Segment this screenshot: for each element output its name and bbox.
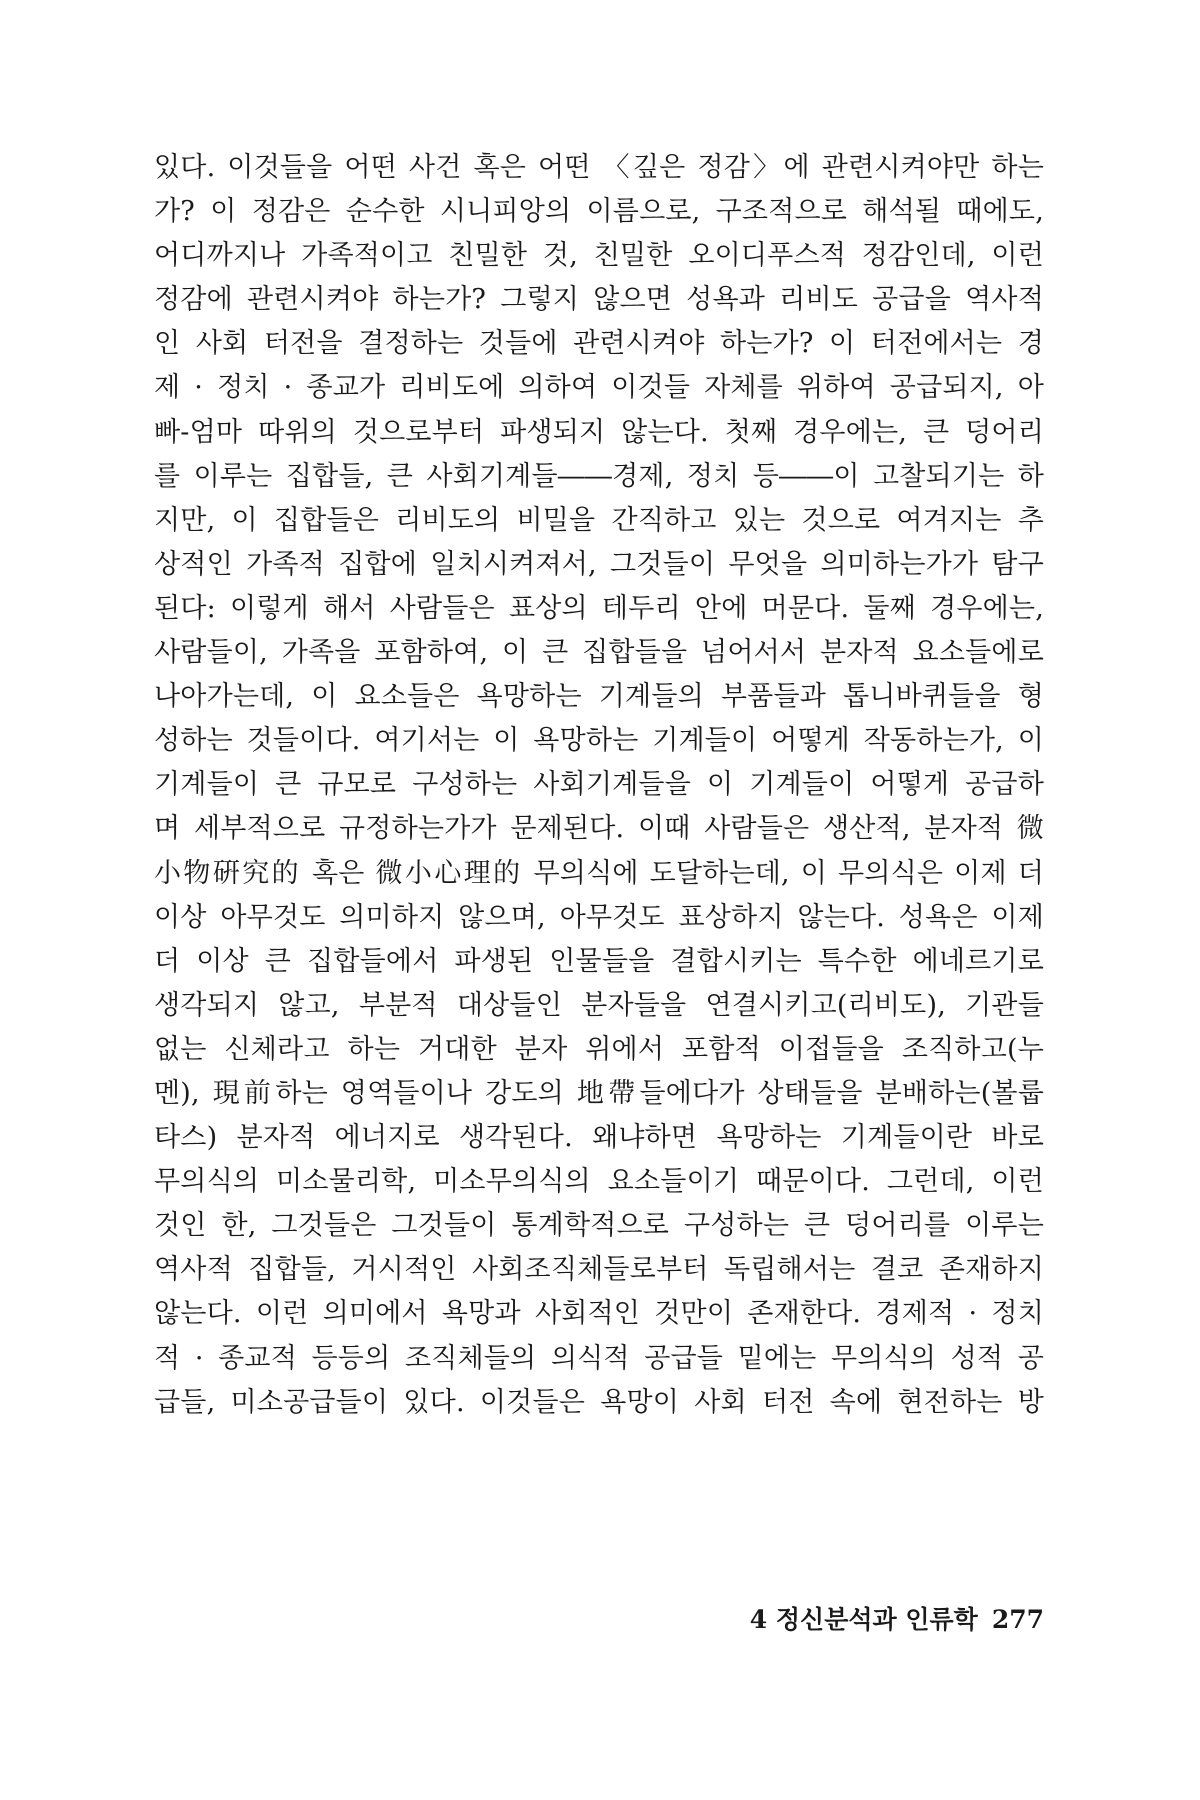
text-line: 생각되지 않고, 부분적 대상들인 분자들을 연결시키고(리비도), 기관들 (154, 989, 1044, 1021)
text-line: 를 이루는 집합들, 큰 사회기계들――경제, 정치 등――이 고찰되기는 하 (154, 460, 1044, 492)
text-line: 가? 이 정감은 순수한 시니피앙의 이름으로, 구조적으로 해석될 때에도, (154, 196, 1044, 228)
text-line: 있다. 이것들을 어떤 사건 혹은 어떤 〈깊은 정감〉에 관련시켜야만 하는 (154, 152, 1044, 183)
text-line: 된다: 이렇게 해서 사람들은 표상의 테두리 안에 머문다. 둘째 경우에는, (154, 592, 1044, 624)
text-line: 나아가는데, 이 요소들은 욕망하는 기계들의 부품들과 톱니바퀴들을 형 (154, 681, 1044, 713)
text-line: 제 · 정치 · 종교가 리비도에 의하여 이것들 자체를 위하여 공급되지, 아 (154, 372, 1044, 404)
text-line: 멘), 現前하는 영역들이나 강도의 地帶들에다가 상태들을 분배하는(볼룹 (154, 1077, 1044, 1109)
text-line: 적 · 종교적 등등의 조직체들의 의식적 공급들 밑에는 무의식의 성적 공 (154, 1342, 1044, 1374)
text-line: 사람들이, 가족을 포함하여, 이 큰 집합들을 넘어서서 분자적 요소들에로 (154, 637, 1044, 669)
text-line: 정감에 관련시켜야 하는가? 그렇지 않으면 성욕과 리비도 공급을 역사적 (154, 284, 1044, 316)
text-line: 지만, 이 집합들은 리비도의 비밀을 간직하고 있는 것으로 여겨지는 추 (154, 504, 1044, 536)
text-line: 급들, 미소공급들이 있다. 이것들은 욕망이 사회 터전 속에 현전하는 방 (154, 1386, 1044, 1418)
text-line: 무의식의 미소물리학, 미소무의식의 요소들이기 때문이다. 그런데, 이런 (154, 1166, 1044, 1198)
text-line: 이상 아무것도 의미하지 않으며, 아무것도 표상하지 않는다. 성욕은 이제 (154, 901, 1044, 933)
text-line: 小物硏究的 혹은 微小心理的 무의식에 도달하는데, 이 무의식은 이제 더 (154, 857, 1044, 889)
text-line: 않는다. 이런 의미에서 욕망과 사회적인 것만이 존재한다. 경제적 · 정치 (154, 1298, 1044, 1330)
text-line: 것인 한, 그것들은 그것들이 통계학적으로 구성하는 큰 덩어리를 이루는 (154, 1210, 1044, 1242)
text-line: 인 사회 터전을 결정하는 것들에 관련시켜야 하는가? 이 터전에서는 경 (154, 328, 1044, 360)
chapter-title: 4 정신분석과 인류학 (749, 1605, 978, 1634)
text-line: 타스) 분자적 에너지로 생각된다. 왜냐하면 욕망하는 기계들이란 바로 (154, 1122, 1044, 1154)
text-line: 상적인 가족적 집합에 일치시켜져서, 그것들이 무엇을 의미하는가가 탐구 (154, 548, 1044, 580)
text-line: 성하는 것들이다. 여기서는 이 욕망하는 기계들이 어떻게 작동하는가, 이 (154, 725, 1044, 757)
text-line: 며 세부적으로 규정하는가가 문제된다. 이때 사람들은 생산적, 분자적 微 (154, 813, 1044, 845)
running-footer (680, 1600, 1044, 1640)
text-line: 더 이상 큰 집합들에서 파생된 인물들을 결합시키는 특수한 에네르기로 (154, 945, 1044, 977)
text-line: 없는 신체라고 하는 거대한 분자 위에서 포함적 이접들을 조직하고(누 (154, 1033, 1044, 1065)
text-line: 어디까지나 가족적이고 친밀한 것, 친밀한 오이디푸스적 정감인데, 이런 (154, 240, 1044, 272)
text-line: 기계들이 큰 규모로 구성하는 사회기계들을 이 기계들이 어떻게 공급하 (154, 769, 1044, 801)
text-line: 빠-엄마 따위의 것으로부터 파생되지 않는다. 첫째 경우에는, 큰 덩어리 (154, 416, 1044, 448)
page-number: 277 (991, 1605, 1044, 1634)
text-line: 역사적 집합들, 거시적인 사회조직체들로부터 독립해서는 결코 존재하지 (154, 1254, 1044, 1286)
body-text (154, 146, 1044, 1425)
